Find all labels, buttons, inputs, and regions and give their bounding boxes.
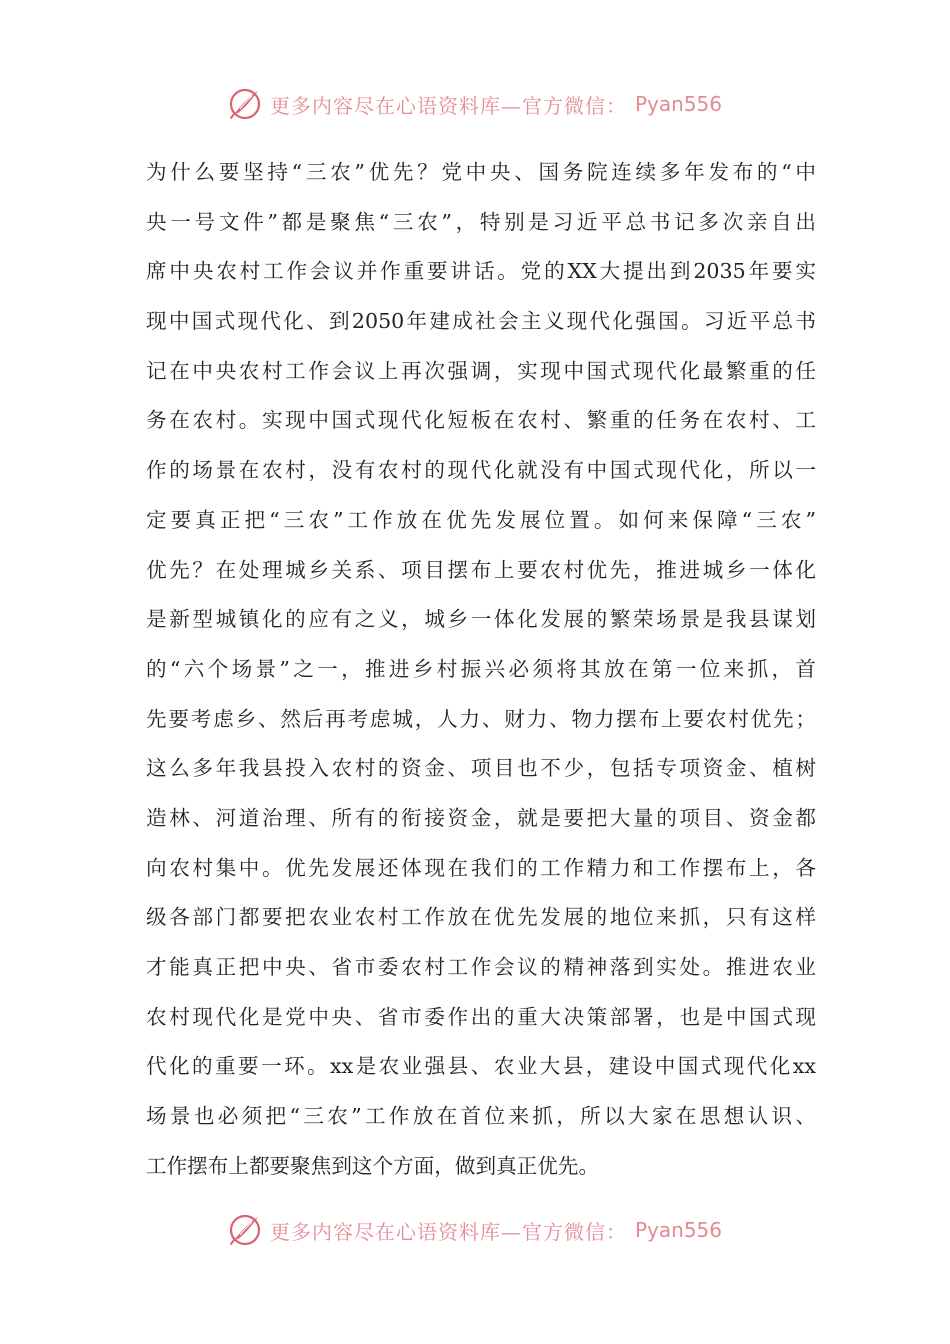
paragraph-line: 级各部门都要把农业农村工作放在优先发展的地位来抓，只有这样 xyxy=(146,905,816,930)
paragraph-line: 工作摆布上都要聚焦到这个方面，做到真正优先。 xyxy=(146,1153,600,1178)
paragraph-line: 才能真正把中央、省市委农村工作会议的精神落到实处。推进农业 xyxy=(146,955,816,979)
paragraph-line: 定要真正把“三农”工作放在优先发展位置。如何来保障“三农” xyxy=(146,507,816,532)
paragraph-line: 席中央农村工作会议并作重要讲话。党的XX大提出到2035年要实 xyxy=(146,259,816,284)
document-paragraph xyxy=(146,148,816,1191)
quill-logo-icon xyxy=(228,1213,262,1247)
quill-logo-icon xyxy=(228,87,262,121)
watermark-text: 更多内容尽在心语资料库—官方微信： xyxy=(269,1219,627,1244)
paragraph-line: 先要考虑乡、然后再考虑城，人力、财力、物力摆布上要农村优先； xyxy=(146,706,816,731)
watermark-handle: Pyan556 xyxy=(634,92,722,116)
paragraph-line: 代化的重要一环。xx是农业强县、农业大县，建设中国式现代化xx xyxy=(146,1054,816,1079)
paragraph-line: 为什么要坚持“三农”优先？党中央、国务院连续多年发布的“中 xyxy=(146,160,816,184)
paragraph-line: 务在农村。实现中国式现代化短板在农村、繁重的任务在农村、工 xyxy=(146,408,816,433)
paragraph-line: 是新型城镇化的应有之义，城乡一体化发展的繁荣场景是我县谋划 xyxy=(146,607,816,632)
paragraph-line: 优先？在处理城乡关系、项目摆布上要农村优先，推进城乡一体化 xyxy=(146,557,816,582)
paragraph-line: 央一号文件”都是聚焦“三农”，特别是习近平总书记多次亲自出 xyxy=(146,209,816,234)
paragraph-line: 现中国式现代化、到2050年建成社会主义现代化强国。习近平总书 xyxy=(146,309,816,334)
paragraph-line: 农村现代化是党中央、省市委作出的重大决策部署，也是中国式现 xyxy=(146,1004,816,1029)
watermark-handle: Pyan556 xyxy=(634,1218,722,1242)
paragraph-line: 这么多年我县投入农村的资金、项目也不少，包括专项资金、植树 xyxy=(146,756,816,781)
paragraph-line: 向农村集中。优先发展还体现在我们的工作精力和工作摆布上，各 xyxy=(146,855,816,880)
paragraph-line: 的“六个场景”之一，推进乡村振兴必须将其放在第一位来抓，首 xyxy=(146,656,816,681)
paragraph-line: 造林、河道治理、所有的衔接资金，就是要把大量的项目、资金都 xyxy=(146,805,816,830)
paragraph-line: 记在中央农村工作会议上再次强调，实现中国式现代化最繁重的任 xyxy=(146,358,816,383)
paragraph-line: 场景也必须把“三农”工作放在首位来抓，所以大家在思想认识、 xyxy=(146,1104,816,1129)
footer-watermark xyxy=(0,1208,950,1252)
watermark-text: 更多内容尽在心语资料库—官方微信： xyxy=(269,93,627,118)
paragraph-line: 作的场景在农村，没有农村的现代化就没有中国式现代化，所以一 xyxy=(146,458,816,483)
header-watermark xyxy=(0,82,950,126)
